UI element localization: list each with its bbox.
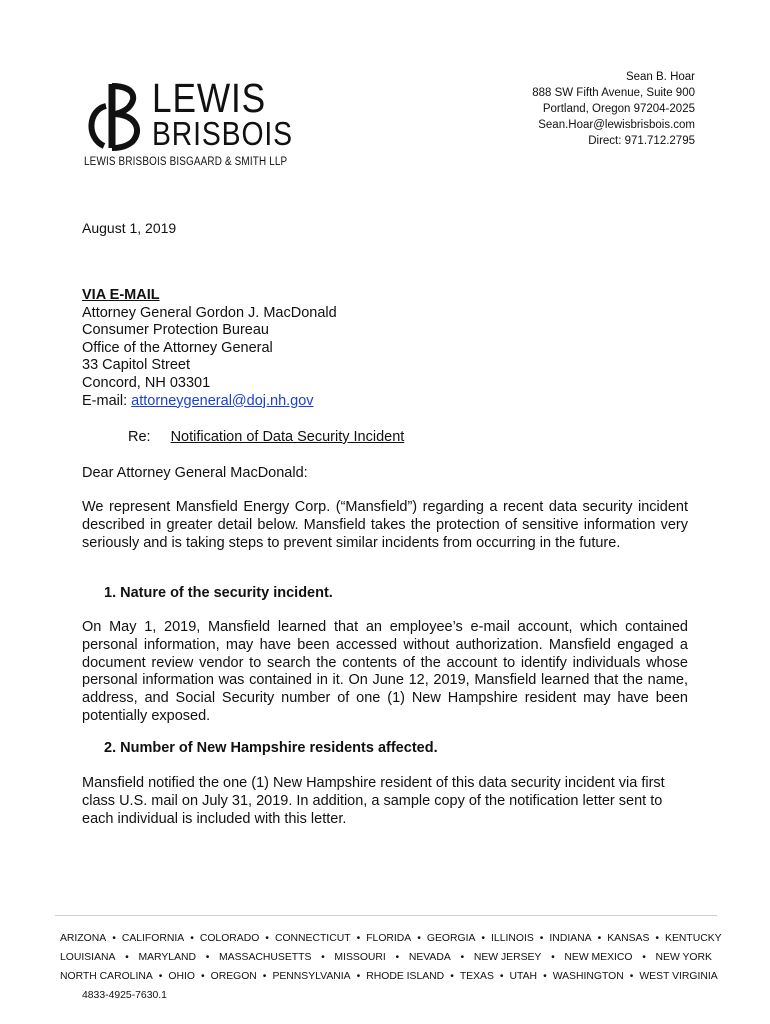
footer-state: KENTUCKY bbox=[665, 933, 722, 944]
footer-state: PENNSYLVANIA bbox=[272, 971, 351, 982]
footer-state: CONNECTICUT bbox=[274, 933, 351, 944]
recipient-line3: Office of the Attorney General bbox=[82, 339, 273, 356]
letter-date: August 1, 2019 bbox=[82, 220, 177, 236]
footer-state: OREGON bbox=[210, 971, 257, 982]
recipient-email-label: E-mail: bbox=[82, 392, 132, 409]
lewis-brisbois-logo bbox=[82, 76, 302, 176]
footer-state: WASHINGTON bbox=[552, 971, 624, 982]
footer-states-row1 bbox=[60, 933, 722, 944]
footer-state: NORTH CAROLINA bbox=[60, 971, 153, 982]
recipient-line1: Attorney General Gordon J. MacDonald bbox=[82, 304, 337, 321]
footer-state: UTAH bbox=[509, 971, 538, 982]
footer-state: MARYLAND bbox=[138, 952, 197, 963]
footer-separator: • bbox=[597, 933, 602, 944]
delivery-method: VIA E-MAIL bbox=[82, 287, 160, 303]
footer-separator: • bbox=[642, 952, 646, 963]
footer-separator: • bbox=[539, 933, 544, 944]
footer-state: OHIO bbox=[168, 971, 195, 982]
sender-address2: Portland, Oregon 97204-2025 bbox=[542, 103, 695, 115]
footer-state: NEW MEXICO bbox=[564, 952, 633, 963]
footer-state: NEVADA bbox=[408, 952, 451, 963]
body-paragraph-1: We represent Mansfield Energy Corp. (“Mansfield”) regarding a recent data security incident described in greater detail below. Mansfield takes the protection of sensitive information very seriously and is taking steps to prevent similar incidents from occurring in the future. bbox=[82, 499, 688, 551]
footer-state: ILLINOIS bbox=[491, 933, 534, 944]
footer-separator: • bbox=[551, 952, 555, 963]
footer-separator: • bbox=[499, 971, 504, 982]
footer-separator: • bbox=[356, 933, 361, 944]
footer-separator: • bbox=[321, 952, 325, 963]
footer-state: INDIANA bbox=[549, 933, 592, 944]
footer-separator: • bbox=[460, 952, 465, 963]
section-heading-1: 1. Nature of the security incident. bbox=[104, 585, 333, 601]
footer-separator: • bbox=[356, 971, 361, 982]
salutation: Dear Attorney General MacDonald: bbox=[82, 465, 308, 481]
footer-state: NEW YORK bbox=[655, 952, 712, 963]
subject-line bbox=[128, 429, 404, 445]
footer-state: RHODE ISLAND bbox=[366, 971, 445, 982]
footer-state: LOUISIANA bbox=[60, 952, 116, 963]
footer-states-row2 bbox=[60, 952, 712, 963]
sender-email: Sean.Hoar@lewisbrisbois.com bbox=[538, 119, 695, 131]
footer-state: ARIZONA bbox=[60, 933, 107, 944]
footer-separator: • bbox=[543, 971, 547, 982]
footer-state: NEW JERSEY bbox=[473, 952, 542, 963]
footer-state: GEORGIA bbox=[426, 933, 476, 944]
footer-separator: • bbox=[417, 933, 421, 944]
footer-separator: • bbox=[629, 971, 634, 982]
footer-divider bbox=[55, 915, 717, 916]
footer-state: MISSOURI bbox=[334, 952, 386, 963]
footer-state: MASSACHUSETTS bbox=[219, 952, 312, 963]
section-heading-2: 2. Number of New Hampshire residents affected. bbox=[104, 740, 438, 756]
body-paragraph-2: On May 1, 2019, Mansfield learned that an employee’s e-mail account, which contained personal information, may have been accessed without authorization. Mansfield engaged a document review vendor to search the contents of the account to identify individuals whose personal information was contained in it. On June 12, 2019, Mansfield learned that the name, address, and Social Security number of one (1) New Hampshire resident may have been potentially exposed. bbox=[82, 619, 688, 724]
sender-direct-phone: Direct: 971.712.2795 bbox=[588, 135, 695, 147]
footer-separator: • bbox=[450, 971, 454, 982]
footer-separator: • bbox=[200, 971, 205, 982]
footer-state: KANSAS bbox=[607, 933, 650, 944]
logo-firm-name: LEWIS BRISBOIS BISGAARD & SMITH LLP bbox=[84, 156, 288, 168]
re-subject: Notification of Data Security Incident bbox=[170, 429, 405, 445]
footer-separator: • bbox=[395, 952, 400, 963]
footer-state: TEXAS bbox=[459, 971, 494, 982]
recipient-line5: Concord, NH 03301 bbox=[82, 374, 211, 391]
logo-monogram-icon bbox=[82, 80, 148, 152]
footer-separator: • bbox=[481, 933, 486, 944]
footer-separator: • bbox=[158, 971, 163, 982]
footer-separator: • bbox=[112, 933, 116, 944]
footer-separator: • bbox=[655, 933, 660, 944]
sender-address1: 888 SW Fifth Avenue, Suite 900 bbox=[532, 87, 695, 99]
footer-state: CALIFORNIA bbox=[121, 933, 185, 944]
footer-separator: • bbox=[262, 971, 267, 982]
recipient-line2: Consumer Protection Bureau bbox=[82, 322, 269, 339]
footer-state: WEST VIRGINIA bbox=[639, 971, 718, 982]
footer-state: COLORADO bbox=[199, 933, 260, 944]
footer-separator: • bbox=[265, 933, 269, 944]
recipient-line4: 33 Capitol Street bbox=[82, 357, 191, 374]
recipient-email-line bbox=[82, 393, 337, 411]
document-number: 4833-4925-7630.1 bbox=[82, 990, 167, 1001]
footer-separator: • bbox=[125, 952, 129, 963]
sender-block bbox=[532, 69, 695, 149]
body-paragraph-3: Mansfield notified the one (1) New Hampshire resident of this data security incident via first class U.S. mail on July 31, 2019. In addition, a sample copy of the notification letter sent to each individual is included with this letter. bbox=[82, 775, 665, 827]
re-label: Re: bbox=[128, 429, 151, 445]
footer-states-row3 bbox=[60, 971, 718, 982]
recipient-block bbox=[82, 287, 337, 410]
footer-separator: • bbox=[205, 952, 210, 963]
sender-name: Sean B. Hoar bbox=[625, 71, 695, 83]
logo-word-lewis: LEWIS bbox=[152, 75, 267, 121]
logo-word-brisbois: BRISBOIS bbox=[152, 115, 293, 152]
footer-state: FLORIDA bbox=[366, 933, 412, 944]
footer-separator: • bbox=[190, 933, 194, 944]
recipient-email-link[interactable]: attorneygeneral@doj.nh.gov bbox=[131, 392, 314, 409]
